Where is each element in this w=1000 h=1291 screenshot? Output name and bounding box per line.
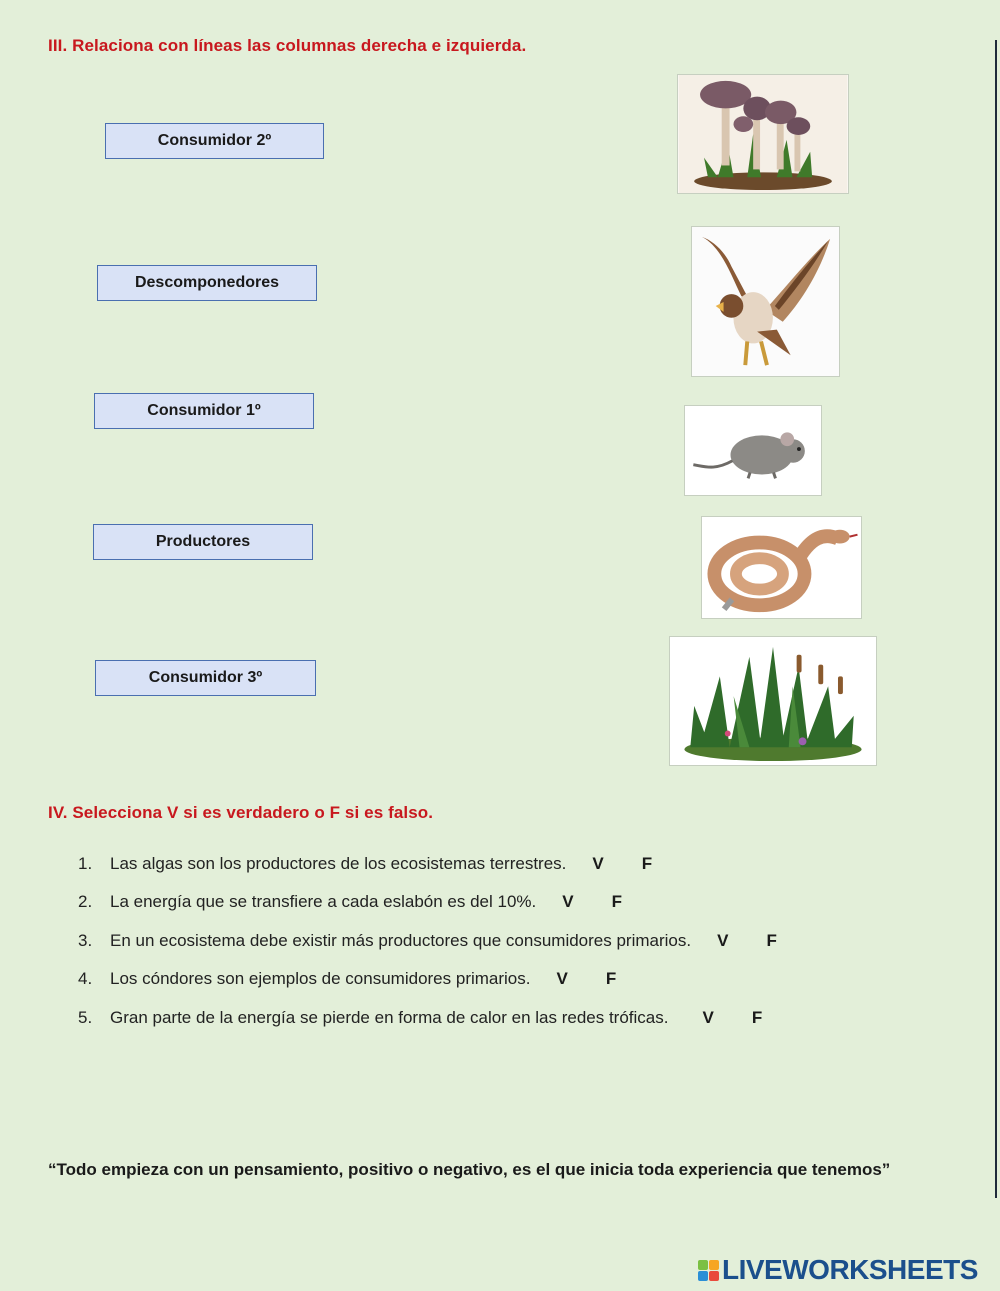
false-option[interactable]: F: [766, 931, 777, 950]
snake-image[interactable]: [701, 516, 862, 619]
section-4-heading: IV. Selecciona V si es verdadero o F si es falso.: [48, 803, 434, 822]
question-3: [78, 929, 781, 953]
liveworksheets-logo[interactable]: [698, 1255, 978, 1285]
mushrooms-image[interactable]: [677, 74, 849, 194]
question-text: En un ecosistema debe existir más productores que consumidores primarios.: [110, 931, 692, 950]
question-text: La energía que se transfiere a cada eslabón es del 10%.: [110, 892, 537, 911]
closing-quote: “Todo empieza con un pensamiento, positivo o negativo, es el que inicia toda experiencia que tenemos”: [48, 1160, 891, 1179]
question-2: [78, 890, 626, 914]
question-text: Gran parte de la energía se pierde en forma de calor en las redes tróficas.: [110, 1008, 669, 1027]
true-option[interactable]: V: [717, 931, 729, 950]
question-1: [78, 852, 656, 876]
mouse-image[interactable]: [684, 405, 822, 496]
question-number: 1.: [78, 854, 93, 873]
term-consumidor-1[interactable]: Consumidor 1º: [94, 393, 314, 429]
question-number: 5.: [78, 1008, 93, 1027]
question-text: Las algas son los productores de los ecosistemas terrestres.: [110, 854, 567, 873]
snake-icon: [702, 517, 861, 618]
page-right-border: [995, 40, 997, 1198]
question-number: 3.: [78, 931, 93, 950]
term-consumidor-2[interactable]: Consumidor 2º: [105, 123, 324, 159]
false-option[interactable]: F: [611, 892, 622, 911]
hawk-image[interactable]: [691, 226, 840, 377]
question-text: Los cóndores son ejemplos de consumidores primarios.: [110, 969, 531, 988]
false-option[interactable]: F: [605, 969, 617, 988]
grass-image[interactable]: [669, 636, 877, 766]
section-3-heading: III. Relaciona con líneas las columnas derecha e izquierda.: [48, 36, 527, 55]
true-option[interactable]: V: [592, 854, 604, 873]
false-option[interactable]: F: [641, 854, 653, 873]
question-number: 2.: [78, 892, 93, 911]
grass-icon: [670, 637, 876, 765]
true-option[interactable]: V: [702, 1008, 714, 1027]
term-descomponedores[interactable]: Descomponedores: [97, 265, 317, 301]
term-consumidor-3[interactable]: Consumidor 3º: [95, 660, 316, 696]
false-option[interactable]: F: [751, 1008, 763, 1027]
question-number: 4.: [78, 969, 93, 988]
true-option[interactable]: V: [562, 892, 574, 911]
logo-text: LIVEWORKSHEETS: [722, 1254, 978, 1285]
term-productores[interactable]: Productores: [93, 524, 313, 560]
hawk-icon: [692, 227, 839, 376]
question-4: [78, 967, 620, 991]
true-option[interactable]: V: [556, 969, 568, 988]
question-5: [78, 1006, 766, 1030]
mushrooms-icon: [678, 75, 848, 193]
logo-icon: [698, 1260, 719, 1281]
mouse-icon: [685, 406, 821, 495]
